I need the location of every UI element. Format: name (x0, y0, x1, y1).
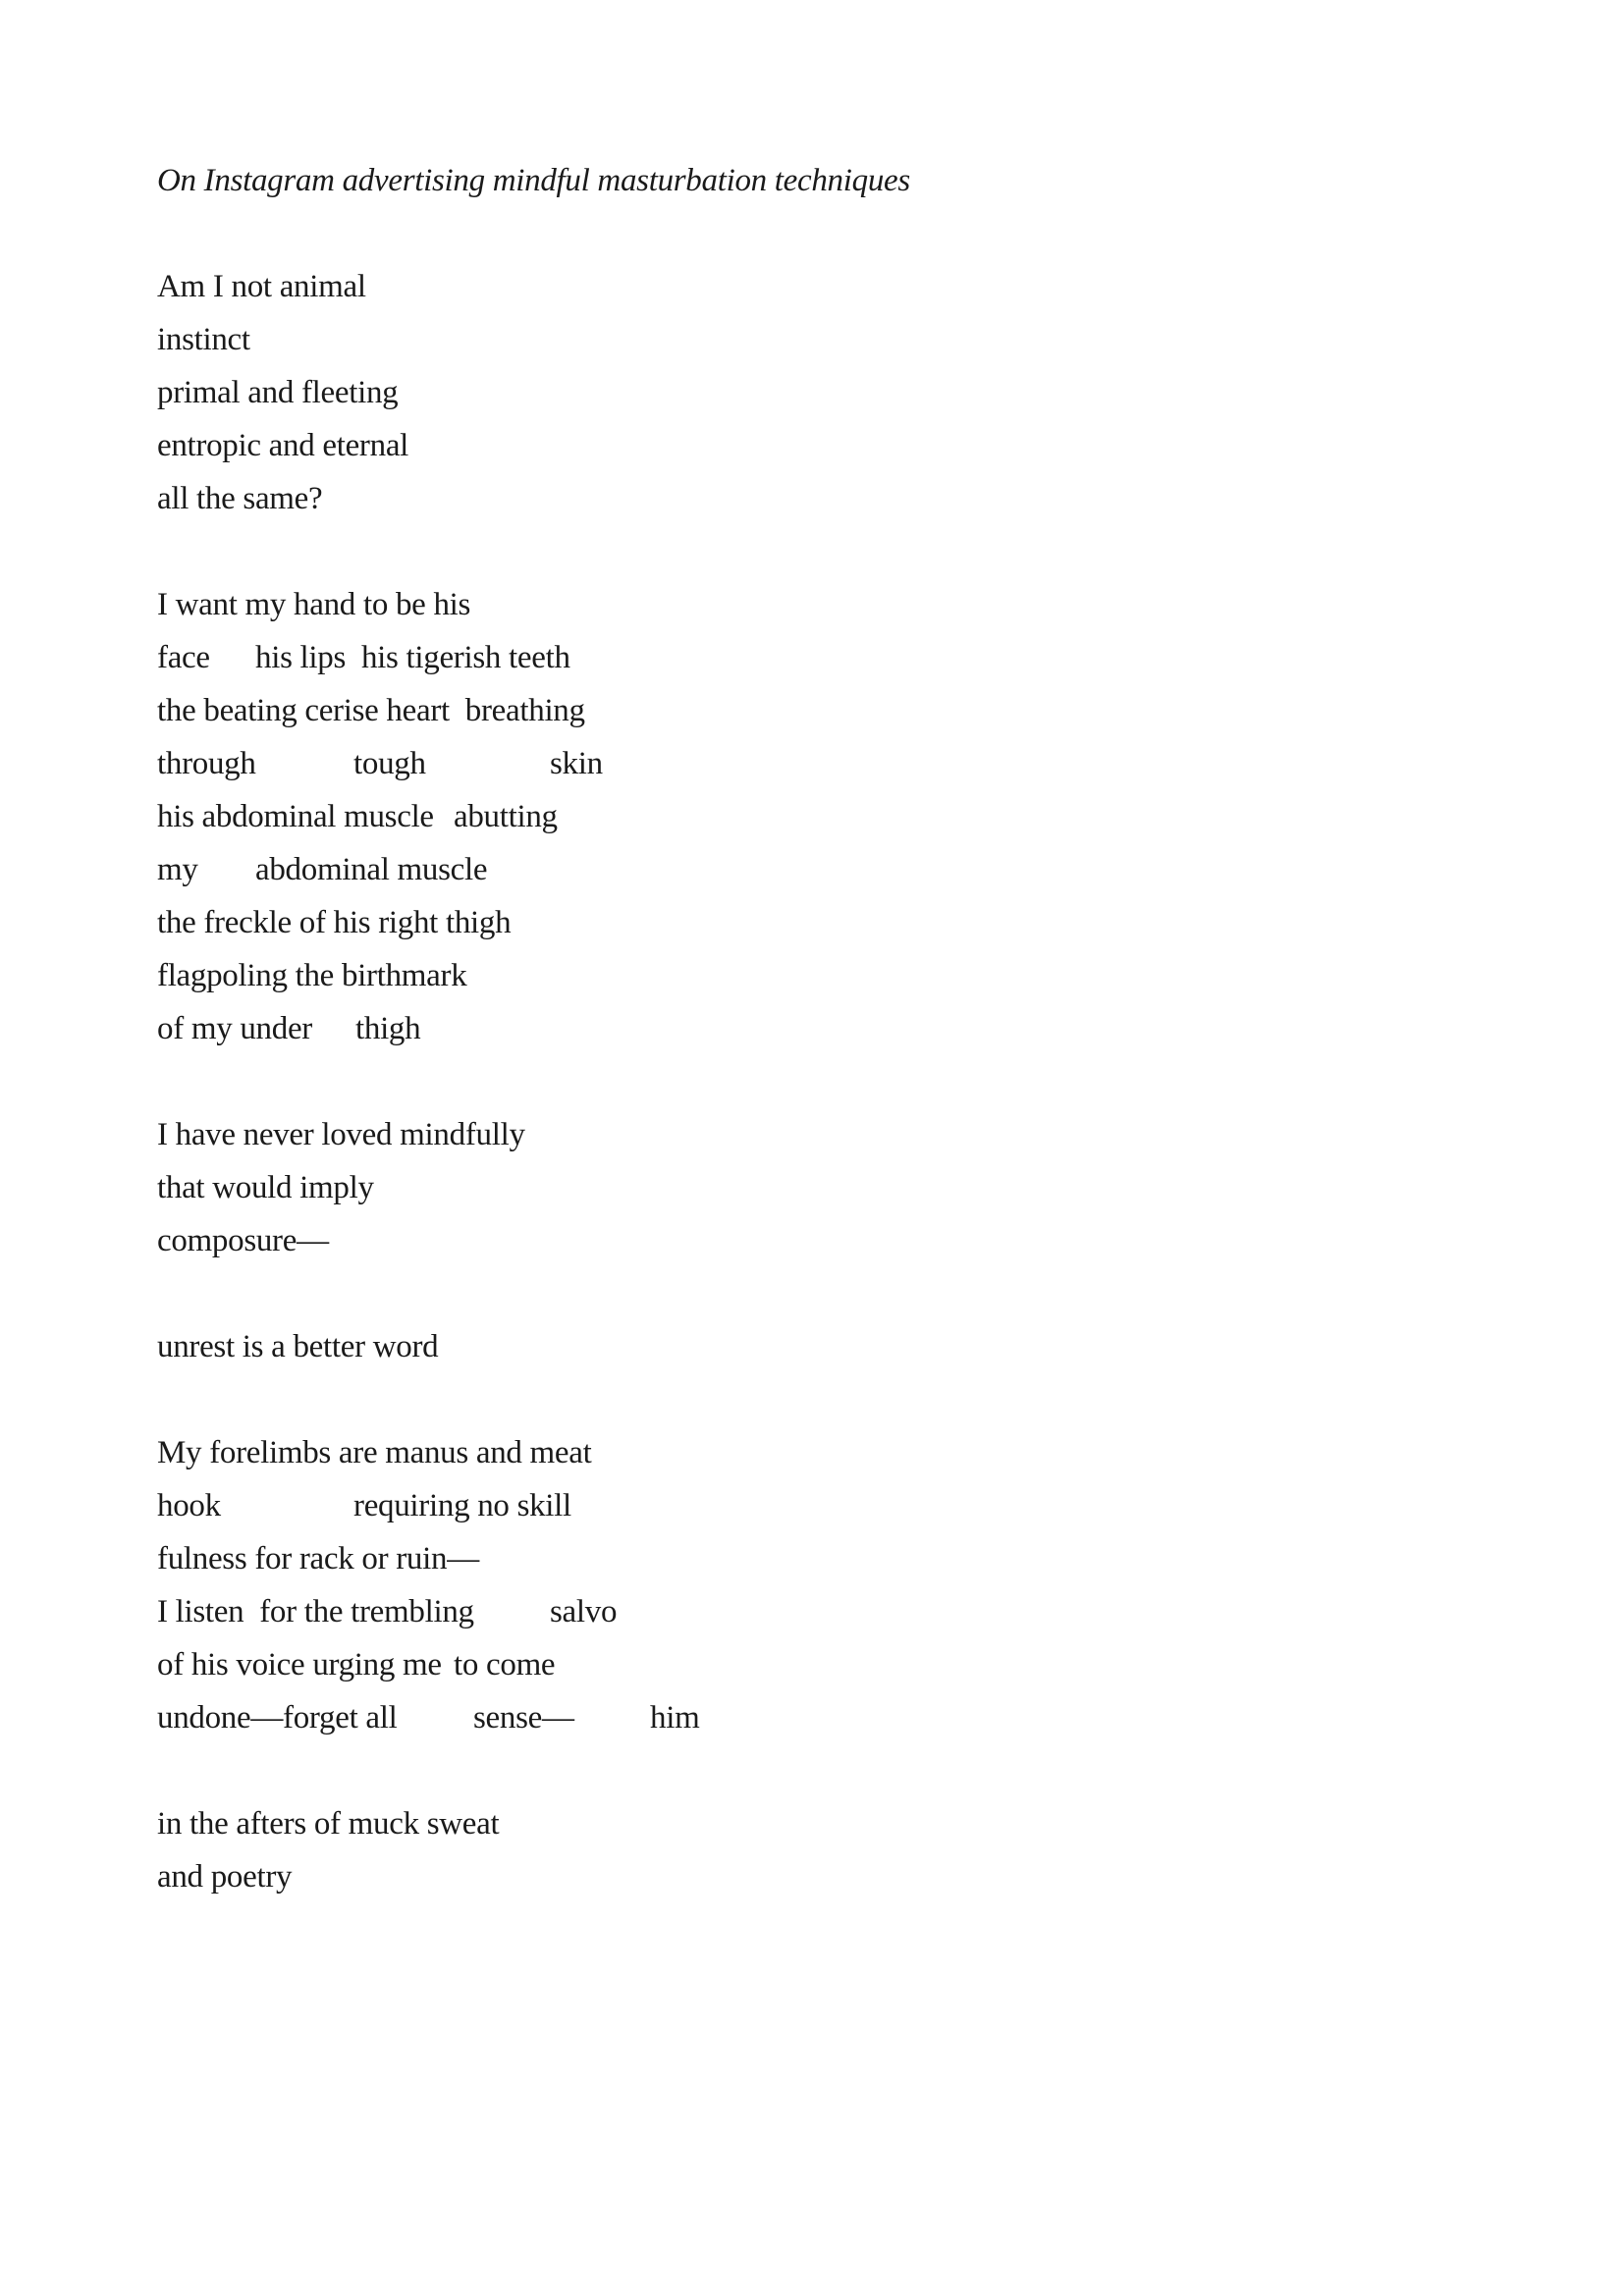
line-text: the freckle of his right thigh (157, 905, 512, 940)
poem-line (157, 313, 1434, 366)
line-text: composure— (157, 1223, 329, 1258)
stanza (157, 1797, 1434, 1903)
poem-line (157, 1532, 1434, 1585)
poem-line (157, 684, 1434, 737)
line-text: my (157, 852, 198, 887)
poem-line (157, 1002, 1434, 1055)
poem-title: On Instagram advertising mindful masturbation techniques (157, 163, 910, 198)
line-text: through (157, 746, 256, 781)
poem-line (157, 578, 1434, 631)
line-text: I want my hand to be his (157, 587, 471, 622)
poem-line (157, 1214, 1434, 1267)
poem-line (157, 631, 1434, 684)
line-text: salvo (550, 1594, 618, 1629)
line-text: his lips his tigerish teeth (255, 640, 570, 675)
line-text: My forelimbs are manus and meat (157, 1435, 592, 1470)
line-text: his abdominal muscle (157, 799, 434, 834)
line-text: instinct (157, 322, 250, 357)
poem-line (157, 1638, 1434, 1691)
poem (157, 154, 1434, 1956)
line-text: him (650, 1700, 700, 1735)
line-text: entropic and eternal (157, 428, 409, 463)
line-text: face (157, 640, 210, 675)
line-text: and poetry (157, 1859, 293, 1895)
stanza (157, 1320, 1434, 1373)
line-text: the beating cerise heart breathing (157, 693, 585, 728)
line-text: all the same? (157, 481, 323, 516)
poem-line (157, 1320, 1434, 1373)
poem-line (157, 419, 1434, 472)
stanza (157, 260, 1434, 525)
stanza (157, 578, 1434, 1055)
line-text: thigh (355, 1011, 421, 1046)
line-text: Am I not animal (157, 269, 366, 304)
poem-line (157, 1426, 1434, 1479)
poem-line (157, 1108, 1434, 1161)
poem-line (157, 1161, 1434, 1214)
poem-line (157, 737, 1434, 790)
stanza (157, 1426, 1434, 1744)
poem-line (157, 366, 1434, 419)
line-text: to come (454, 1647, 556, 1682)
line-text: of his voice urging me (157, 1647, 442, 1682)
line-text: I listen for the trembling (157, 1594, 474, 1629)
line-text: flagpoling the birthmark (157, 958, 467, 993)
line-text: abutting (454, 799, 558, 834)
line-text: requiring no skill (353, 1488, 571, 1523)
line-text: abdominal muscle (255, 852, 488, 887)
line-text: fulness for rack or ruin— (157, 1541, 479, 1576)
line-text: skin (550, 746, 603, 781)
poem-line (157, 472, 1434, 525)
poem-line (157, 1585, 1434, 1638)
poem-line (157, 1479, 1434, 1532)
stanza (157, 1108, 1434, 1267)
line-text: in the afters of muck sweat (157, 1806, 500, 1842)
line-text: undone—forget all (157, 1700, 398, 1735)
poem-line (157, 949, 1434, 1002)
line-text: that would imply (157, 1170, 374, 1205)
line-text: unrest is a better word (157, 1329, 439, 1364)
poem-line (157, 790, 1434, 843)
poem-line (157, 896, 1434, 949)
poem-line (157, 1797, 1434, 1850)
line-text: sense— (473, 1700, 574, 1735)
line-text: hook (157, 1488, 221, 1523)
line-text: I have never loved mindfully (157, 1117, 525, 1152)
poem-line (157, 260, 1434, 313)
poem-line (157, 1691, 1434, 1744)
poem-line (157, 843, 1434, 896)
line-text: of my under (157, 1011, 312, 1046)
line-text: tough (353, 746, 426, 781)
line-text: primal and fleeting (157, 375, 399, 410)
poem-line (157, 1850, 1434, 1903)
